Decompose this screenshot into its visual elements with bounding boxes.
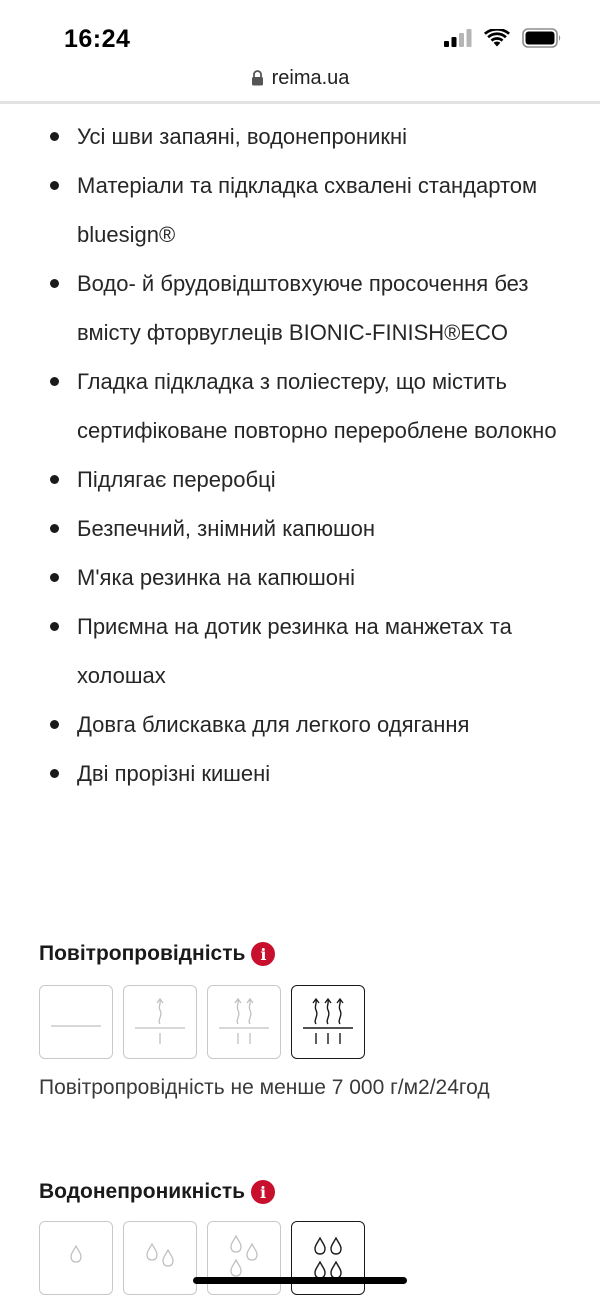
breathability-level-3 [207, 985, 281, 1059]
breathability-level-1 [39, 985, 113, 1059]
status-time: 16:24 [64, 25, 131, 53]
feature-item: Гладка підкладка з поліестеру, що містить сертифіковане повторно перероблене волокно [0, 357, 600, 455]
waterproofness-level-2-icon [133, 1232, 187, 1284]
breathability-level-2-icon [133, 996, 187, 1048]
home-indicator[interactable] [193, 1277, 407, 1284]
wifi-icon [484, 29, 510, 48]
breathability-level-4-icon [301, 996, 355, 1048]
breathability-level-3-icon [217, 996, 271, 1048]
feature-list [0, 112, 600, 798]
info-icon[interactable]: i [251, 942, 275, 966]
waterproofness-level-1 [39, 1221, 113, 1295]
feature-item: Підлягає переробці [0, 455, 600, 504]
breathability-title [39, 942, 275, 966]
breathability-level-1-icon [49, 1002, 103, 1042]
waterproofness-level-1-icon [49, 1232, 103, 1284]
feature-item: Усі шви запаяні, водонепроникні [0, 112, 600, 161]
header-divider [0, 101, 600, 104]
breathability-level-2 [123, 985, 197, 1059]
feature-item: Водо- й брудовідштовхуюче просочення без вмісту фторвуглеців BIONIC-FINISH®ECO [0, 259, 600, 357]
breathability-rating [39, 985, 365, 1059]
feature-item: Довга блискавка для легкого одягання [0, 700, 600, 749]
feature-item: Дві прорізні кишені [0, 749, 600, 798]
status-bar [0, 0, 600, 60]
waterproofness-title [39, 1180, 275, 1204]
url-text: reima.ua [271, 66, 350, 89]
info-icon[interactable]: i [251, 1180, 275, 1204]
waterproofness-title-text: Водонепроникність [39, 1180, 246, 1203]
feature-item: Приємна на дотик резинка на манжетах та холошах [0, 602, 600, 700]
battery-icon [522, 28, 562, 48]
status-icons [444, 28, 562, 48]
address-bar[interactable] [0, 62, 600, 94]
waterproofness-level-2 [123, 1221, 197, 1295]
feature-item: Безпечний, знімний капюшон [0, 504, 600, 553]
breathability-level-4 [291, 985, 365, 1059]
lock-icon [251, 70, 264, 86]
breathability-description: Повітропровідність не менше 7 000 г/м2/24год [39, 1076, 490, 1099]
signal-icon [444, 29, 472, 47]
feature-item: М'яка резинка на капюшоні [0, 553, 600, 602]
breathability-title-text: Повітропровідність [39, 942, 246, 965]
feature-item: Матеріали та підкладка схвалені стандартом bluesign® [0, 161, 600, 259]
